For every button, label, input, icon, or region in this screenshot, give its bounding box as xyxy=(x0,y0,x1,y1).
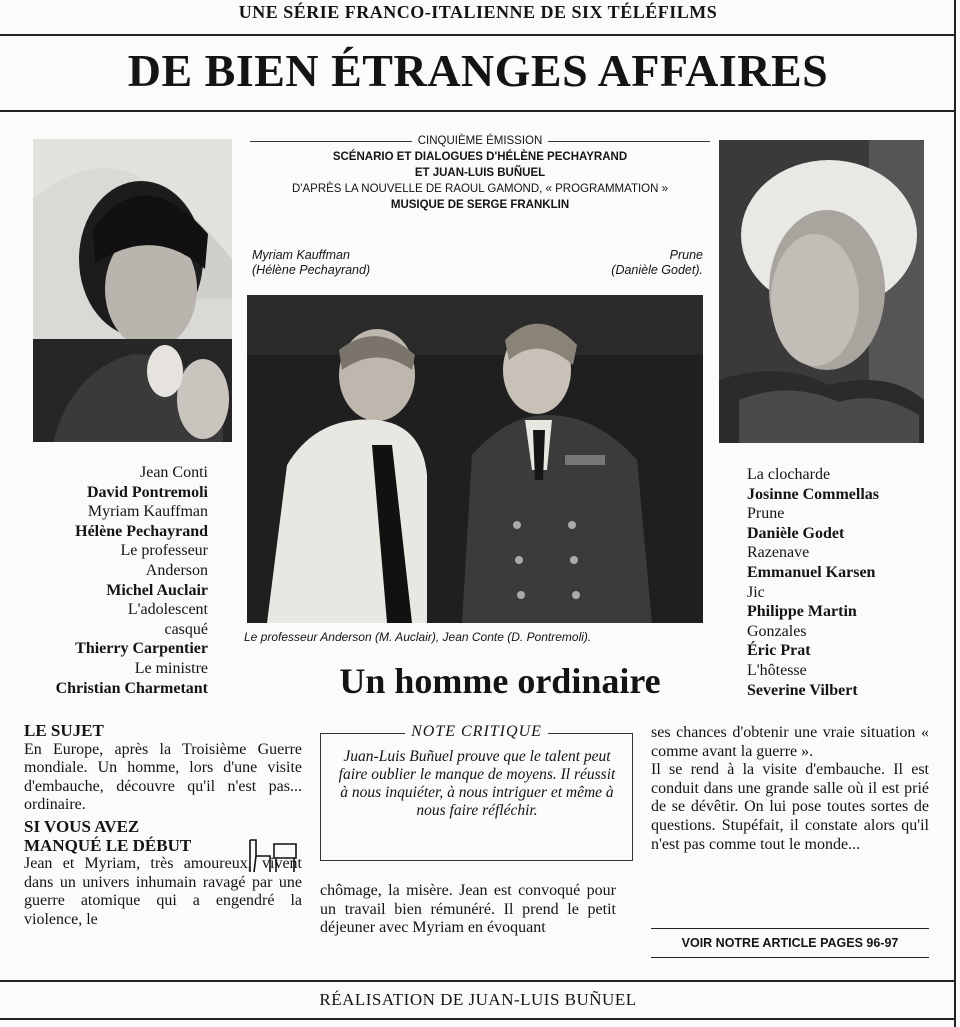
cast-role: Jean Conti xyxy=(140,464,208,481)
cast-left xyxy=(20,463,208,698)
photo-myriam xyxy=(33,139,232,442)
cast-actor: Emmanuel Karsen xyxy=(747,563,876,581)
cast-role: Razenave xyxy=(747,544,810,562)
music-line: MUSIQUE DE SERGE FRANKLIN xyxy=(390,199,570,211)
cast-actor: Danièle Godet xyxy=(747,524,845,542)
cast-actor: Thierry Carpentier xyxy=(75,640,208,658)
cast-role: L'hôtesse xyxy=(747,661,807,679)
cast-actor: Éric Prat xyxy=(747,642,811,660)
scenario-line-2: ET JUAN-LUIS BUÑUEL xyxy=(414,167,546,179)
caption-right xyxy=(503,248,703,278)
footer-credit: RÉALISATION DE JUAN-LUIS BUÑUEL xyxy=(319,990,637,1009)
cast-role: Myriam Kauffman xyxy=(87,503,208,521)
cast-actor: Michel Auclair xyxy=(106,581,208,599)
cast-right xyxy=(747,465,947,700)
cast-role: casqué xyxy=(164,620,208,638)
scenario-line-1: SCÉNARIO ET DIALOGUES D'HÉLÈNE PECHAYRAND xyxy=(332,151,628,163)
after-line: D'APRÈS LA NOUVELLE DE RAOUL GAMOND, « PROGRAMMATION » xyxy=(291,183,669,195)
cast-actor: Josinne Commellas xyxy=(747,485,879,503)
caption-left-line-1: Myriam Kauffman xyxy=(252,248,350,262)
cast-role: Gonzales xyxy=(747,622,807,640)
title-box xyxy=(0,34,956,112)
episode-title: Un homme ordinaire xyxy=(339,661,661,701)
page-title: DE BIEN ÉTRANGES AFFAIRES xyxy=(127,45,829,96)
column-right xyxy=(651,724,929,854)
column-middle-text: chômage, la misère. Jean est convoqué pour un travail bien rémunéré. Il prend le petit déjeuner avec Myriam en évoquant xyxy=(320,882,616,937)
see-article-note: VOIR NOTRE ARTICLE PAGES 96-97 xyxy=(651,928,929,958)
right-column-para-2: Il se rend à la visite d'embauche. Il est conduit dans une grande salle où il est prié de se dévêtir. On lui pose toutes sortes de questions. Stupéfait, il constate alors qu'il n'est pas comme tout le monde... xyxy=(651,761,929,853)
photo-scene xyxy=(247,295,703,623)
cast-role: Le professeur xyxy=(120,542,208,560)
cast-role: La clocharde xyxy=(747,466,831,483)
photo-prune xyxy=(719,140,924,443)
footer-bar xyxy=(0,980,956,1020)
missed-heading-2: MANQUÉ LE DÉBUT xyxy=(24,835,192,855)
caption-center: Le professeur Anderson (M. Auclair), Jean Conte (D. Pontremoli). xyxy=(244,630,592,644)
missed-heading-1: SI VOUS AVEZ xyxy=(24,816,140,836)
column-left xyxy=(24,722,302,930)
caption-right-line-2: (Danièle Godet). xyxy=(611,263,703,277)
cast-role: Jic xyxy=(747,583,765,601)
missed-text: Jean et Myriam, très amoureux, vivent dans un univers inhumain ravagé par une guerre atomique qui a engendré la violence, le xyxy=(24,855,302,928)
caption-left xyxy=(252,248,452,278)
note-critique-heading: NOTE CRITIQUE xyxy=(405,723,548,740)
cast-role: Anderson xyxy=(145,561,208,579)
cast-actor: Severine Vilbert xyxy=(747,681,858,699)
cast-actor: Hélène Pechayrand xyxy=(75,522,208,540)
credits-block xyxy=(250,133,710,213)
cast-role: Le ministre xyxy=(134,659,208,677)
emission-label: CINQUIÈME ÉMISSION xyxy=(250,133,710,149)
cast-role: Prune xyxy=(747,505,785,523)
cast-actor: Philippe Martin xyxy=(747,603,857,621)
note-critique-box xyxy=(320,723,633,861)
note-critique-text: Juan-Luis Buñuel prouve que le talent peut faire oublier le manque de moyens. Il réussit à nous inquiéter, à nous intriguer et même à nous faire réfléchir. xyxy=(338,748,616,819)
series-line: UNE SÉRIE FRANCO-ITALIENNE DE SIX TÉLÉFILMS xyxy=(238,2,718,22)
cast-actor: Christian Charmetant xyxy=(55,679,208,697)
right-column-para-1: ses chances d'obtenir une vraie situation « comme avant la guerre ». xyxy=(651,724,929,760)
sujet-text: En Europe, après la Troisième Guerre mondiale. Un homme, lors d'une visite d'embauche, découvre qu'il n'est pas... ordinaire. xyxy=(24,740,302,814)
cast-actor: David Pontremoli xyxy=(86,483,208,501)
caption-left-line-2: (Hélène Pechayrand) xyxy=(252,263,371,277)
chairs-icon xyxy=(246,838,302,874)
caption-right-line-1: Prune xyxy=(669,248,703,262)
sujet-heading: LE SUJET xyxy=(24,721,104,740)
cast-role: L'adolescent xyxy=(127,601,208,619)
